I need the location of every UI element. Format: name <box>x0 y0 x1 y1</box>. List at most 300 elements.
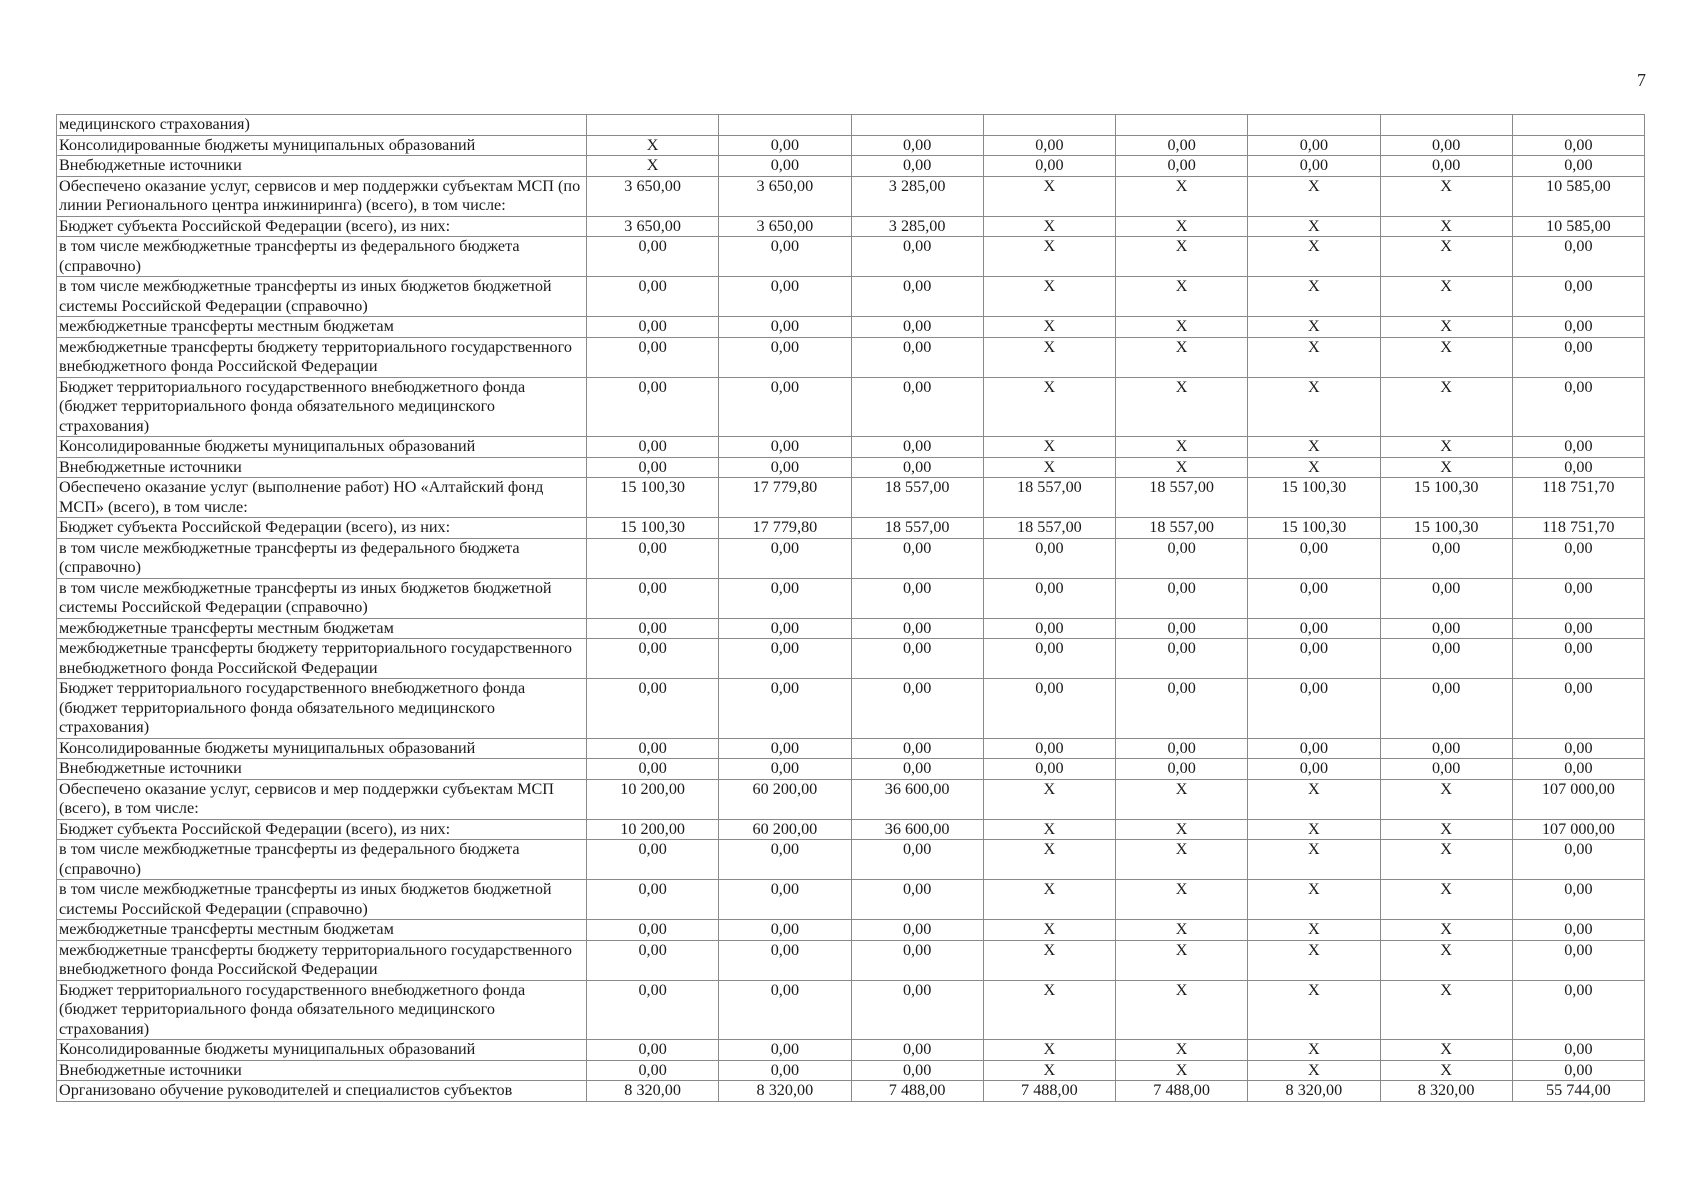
value-cell: 36 600,00 <box>851 779 983 819</box>
value-cell: X <box>1380 840 1512 880</box>
value-cell: 0,00 <box>983 156 1115 177</box>
value-cell: 0,00 <box>1512 317 1644 338</box>
value-cell: 7 488,00 <box>851 1081 983 1102</box>
value-cell: 0,00 <box>1512 457 1644 478</box>
value-cell: 0,00 <box>983 639 1115 679</box>
value-cell: 0,00 <box>719 377 851 437</box>
value-cell: 0,00 <box>587 317 719 338</box>
value-cell: 0,00 <box>851 840 983 880</box>
value-cell: 0,00 <box>983 618 1115 639</box>
value-cell <box>587 115 719 136</box>
value-cell: X <box>983 1040 1115 1061</box>
value-cell: 18 557,00 <box>983 478 1115 518</box>
table-row <box>57 618 1645 639</box>
table-row <box>57 437 1645 458</box>
value-cell: 0,00 <box>1512 135 1644 156</box>
row-label-cell: Внебюджетные источники <box>57 457 587 478</box>
row-label-cell: Внебюджетные источники <box>57 1060 587 1081</box>
value-cell: 10 585,00 <box>1512 216 1644 237</box>
value-cell: 0,00 <box>587 277 719 317</box>
value-cell: 0,00 <box>1248 738 1380 759</box>
table-row <box>57 840 1645 880</box>
value-cell: 0,00 <box>719 738 851 759</box>
row-label-cell: Бюджет субъекта Российской Федерации (всего), из них: <box>57 518 587 539</box>
table-row <box>57 940 1645 980</box>
value-cell: 0,00 <box>851 156 983 177</box>
value-cell: 36 600,00 <box>851 819 983 840</box>
value-cell: X <box>1248 317 1380 338</box>
value-cell: 0,00 <box>1512 578 1644 618</box>
value-cell: 3 650,00 <box>719 216 851 237</box>
value-cell: 10 200,00 <box>587 819 719 840</box>
value-cell: 0,00 <box>587 457 719 478</box>
value-cell: 0,00 <box>719 840 851 880</box>
value-cell: X <box>983 840 1115 880</box>
row-label-cell: Консолидированные бюджеты муниципальных образований <box>57 738 587 759</box>
value-cell: 15 100,30 <box>1248 478 1380 518</box>
value-cell: X <box>1116 277 1248 317</box>
value-cell: 3 650,00 <box>587 216 719 237</box>
value-cell: 0,00 <box>587 920 719 941</box>
value-cell: X <box>1380 980 1512 1040</box>
value-cell: 0,00 <box>1248 578 1380 618</box>
table-row <box>57 135 1645 156</box>
value-cell: 0,00 <box>719 317 851 338</box>
value-cell: 15 100,30 <box>1248 518 1380 539</box>
value-cell: 0,00 <box>1512 1040 1644 1061</box>
table-row <box>57 1040 1645 1061</box>
value-cell: X <box>983 920 1115 941</box>
value-cell: 0,00 <box>1512 377 1644 437</box>
value-cell <box>1512 115 1644 136</box>
value-cell: 0,00 <box>719 337 851 377</box>
value-cell: X <box>1380 377 1512 437</box>
table-row <box>57 1081 1645 1102</box>
table-row <box>57 639 1645 679</box>
value-cell: X <box>1380 216 1512 237</box>
value-cell: 0,00 <box>587 738 719 759</box>
value-cell: 0,00 <box>983 135 1115 156</box>
value-cell: 15 100,30 <box>587 518 719 539</box>
value-cell: 0,00 <box>719 437 851 458</box>
value-cell: X <box>1248 437 1380 458</box>
value-cell: 3 285,00 <box>851 216 983 237</box>
value-cell: 0,00 <box>1380 679 1512 739</box>
value-cell: 0,00 <box>719 578 851 618</box>
value-cell: 0,00 <box>851 920 983 941</box>
value-cell: 0,00 <box>587 639 719 679</box>
row-label-cell: Внебюджетные источники <box>57 156 587 177</box>
page-number: 7 <box>1637 70 1646 90</box>
row-label-cell: Обеспечено оказание услуг, сервисов и мер поддержки субъектам МСП (всего), в том числе: <box>57 779 587 819</box>
table-row <box>57 759 1645 780</box>
row-label-cell: Бюджет территориального государственного внебюджетного фонда (бюджет территориального фонда обязательного медицинского страхования) <box>57 377 587 437</box>
value-cell: 0,00 <box>1116 578 1248 618</box>
table-row <box>57 237 1645 277</box>
row-label-cell: в том числе межбюджетные трансферты из федерального бюджета (справочно) <box>57 840 587 880</box>
value-cell: X <box>1248 176 1380 216</box>
value-cell: 0,00 <box>719 156 851 177</box>
value-cell: X <box>1248 940 1380 980</box>
value-cell: X <box>983 819 1115 840</box>
value-cell: 0,00 <box>719 618 851 639</box>
value-cell: 3 650,00 <box>719 176 851 216</box>
value-cell: 0,00 <box>1512 940 1644 980</box>
value-cell: 0,00 <box>1512 679 1644 739</box>
value-cell: 0,00 <box>1248 156 1380 177</box>
value-cell: 107 000,00 <box>1512 779 1644 819</box>
value-cell: 0,00 <box>1512 277 1644 317</box>
value-cell: 0,00 <box>587 337 719 377</box>
value-cell: 8 320,00 <box>1248 1081 1380 1102</box>
value-cell: 0,00 <box>1512 538 1644 578</box>
value-cell: 0,00 <box>587 940 719 980</box>
value-cell: X <box>1116 980 1248 1040</box>
value-cell: X <box>1248 920 1380 941</box>
table-row <box>57 216 1645 237</box>
table-row <box>57 115 1645 136</box>
table-row <box>57 819 1645 840</box>
value-cell: 0,00 <box>719 880 851 920</box>
value-cell: 0,00 <box>851 980 983 1040</box>
value-cell: 0,00 <box>1512 639 1644 679</box>
value-cell: X <box>1248 880 1380 920</box>
value-cell: X <box>983 277 1115 317</box>
value-cell: 0,00 <box>851 337 983 377</box>
value-cell: X <box>1116 920 1248 941</box>
value-cell <box>1380 115 1512 136</box>
value-cell: 0,00 <box>719 980 851 1040</box>
row-label-cell: Организовано обучение руководителей и специалистов субъектов <box>57 1081 587 1102</box>
value-cell <box>851 115 983 136</box>
value-cell: 0,00 <box>1116 639 1248 679</box>
row-label-cell: межбюджетные трансферты местным бюджетам <box>57 618 587 639</box>
value-cell: X <box>1380 819 1512 840</box>
value-cell: X <box>1380 437 1512 458</box>
value-cell: 0,00 <box>1116 156 1248 177</box>
value-cell: 3 285,00 <box>851 176 983 216</box>
value-cell: 0,00 <box>587 1040 719 1061</box>
value-cell: X <box>1380 237 1512 277</box>
value-cell: 0,00 <box>1116 759 1248 780</box>
value-cell: X <box>983 1060 1115 1081</box>
value-cell: 0,00 <box>983 679 1115 739</box>
value-cell: 0,00 <box>1512 759 1644 780</box>
value-cell <box>983 115 1115 136</box>
value-cell: 18 557,00 <box>851 518 983 539</box>
row-label-cell: в том числе межбюджетные трансферты из иных бюджетов бюджетной системы Российской Федерации (справочно) <box>57 880 587 920</box>
value-cell: 0,00 <box>983 538 1115 578</box>
value-cell: X <box>1116 880 1248 920</box>
value-cell: 0,00 <box>1380 538 1512 578</box>
value-cell: 0,00 <box>587 538 719 578</box>
value-cell: 0,00 <box>1248 759 1380 780</box>
value-cell: 0,00 <box>719 277 851 317</box>
value-cell: 0,00 <box>983 738 1115 759</box>
value-cell: X <box>983 237 1115 277</box>
value-cell: X <box>1248 1040 1380 1061</box>
value-cell: 0,00 <box>1116 738 1248 759</box>
table-row <box>57 980 1645 1040</box>
value-cell: X <box>1116 1060 1248 1081</box>
value-cell: 8 320,00 <box>719 1081 851 1102</box>
table-row <box>57 920 1645 941</box>
row-label-cell: Бюджет субъекта Российской Федерации (всего), из них: <box>57 216 587 237</box>
row-label-cell: Консолидированные бюджеты муниципальных образований <box>57 437 587 458</box>
table-row <box>57 377 1645 437</box>
value-cell: 8 320,00 <box>587 1081 719 1102</box>
value-cell: 0,00 <box>1380 578 1512 618</box>
value-cell: X <box>1248 1060 1380 1081</box>
value-cell: X <box>1248 216 1380 237</box>
value-cell: 0,00 <box>851 759 983 780</box>
value-cell: 0,00 <box>1116 618 1248 639</box>
row-label-cell: межбюджетные трансферты бюджету территориального государственного внебюджетного фонда Российской Федерации <box>57 940 587 980</box>
value-cell: 10 585,00 <box>1512 176 1644 216</box>
row-label-cell: межбюджетные трансферты местным бюджетам <box>57 920 587 941</box>
value-cell: X <box>1248 819 1380 840</box>
value-cell: 0,00 <box>719 135 851 156</box>
value-cell: X <box>1116 176 1248 216</box>
value-cell: X <box>983 377 1115 437</box>
row-label-cell: межбюджетные трансферты местным бюджетам <box>57 317 587 338</box>
table-row <box>57 518 1645 539</box>
row-label-cell: Обеспечено оказание услуг, сервисов и мер поддержки субъектам МСП (по линии Регионального центра инжиниринга) (всего), в том числе: <box>57 176 587 216</box>
table-row <box>57 317 1645 338</box>
table-row <box>57 176 1645 216</box>
row-label-cell: в том числе межбюджетные трансферты из иных бюджетов бюджетной системы Российской Федерации (справочно) <box>57 578 587 618</box>
value-cell: 0,00 <box>851 1060 983 1081</box>
value-cell: 0,00 <box>1512 880 1644 920</box>
value-cell: X <box>1380 1060 1512 1081</box>
row-label-cell: Бюджет территориального государственного внебюджетного фонда (бюджет территориального фонда обязательного медицинского страхования) <box>57 679 587 739</box>
value-cell: X <box>1116 337 1248 377</box>
value-cell: 15 100,30 <box>587 478 719 518</box>
value-cell: 0,00 <box>719 759 851 780</box>
value-cell: 0,00 <box>1512 437 1644 458</box>
value-cell: X <box>1248 779 1380 819</box>
value-cell: 0,00 <box>851 639 983 679</box>
value-cell: X <box>983 216 1115 237</box>
value-cell: X <box>1116 457 1248 478</box>
value-cell <box>719 115 851 136</box>
value-cell: 0,00 <box>851 237 983 277</box>
value-cell: 0,00 <box>983 578 1115 618</box>
value-cell: X <box>1380 337 1512 377</box>
value-cell: 55 744,00 <box>1512 1081 1644 1102</box>
value-cell: 0,00 <box>587 578 719 618</box>
value-cell: 0,00 <box>851 738 983 759</box>
row-label-cell: медицинского страхования) <box>57 115 587 136</box>
value-cell: 17 779,80 <box>719 478 851 518</box>
value-cell: 8 320,00 <box>1380 1081 1512 1102</box>
value-cell: X <box>983 940 1115 980</box>
value-cell: X <box>1380 277 1512 317</box>
value-cell: 0,00 <box>1116 135 1248 156</box>
value-cell: 3 650,00 <box>587 176 719 216</box>
value-cell: X <box>983 337 1115 377</box>
value-cell: 0,00 <box>1380 639 1512 679</box>
value-cell: X <box>1116 819 1248 840</box>
value-cell: 0,00 <box>1248 639 1380 679</box>
row-label-cell: Внебюджетные источники <box>57 759 587 780</box>
value-cell: 0,00 <box>587 679 719 739</box>
value-cell: X <box>1248 457 1380 478</box>
value-cell: 0,00 <box>1512 1060 1644 1081</box>
value-cell: 18 557,00 <box>1116 518 1248 539</box>
table-row <box>57 880 1645 920</box>
table-row <box>57 337 1645 377</box>
value-cell: 0,00 <box>719 940 851 980</box>
budget-table <box>56 114 1645 1102</box>
row-label-cell: Бюджет территориального государственного внебюджетного фонда (бюджет территориального фонда обязательного медицинского страхования) <box>57 980 587 1040</box>
value-cell: 0,00 <box>851 618 983 639</box>
value-cell: 0,00 <box>851 277 983 317</box>
value-cell: 7 488,00 <box>1116 1081 1248 1102</box>
row-label-cell: Обеспечено оказание услуг (выполнение работ) НО «Алтайский фонд МСП» (всего), в том числе: <box>57 478 587 518</box>
value-cell: X <box>983 880 1115 920</box>
value-cell: 0,00 <box>719 920 851 941</box>
value-cell: 18 557,00 <box>983 518 1115 539</box>
value-cell: X <box>1380 457 1512 478</box>
table-row <box>57 779 1645 819</box>
value-cell: 0,00 <box>851 538 983 578</box>
value-cell: 0,00 <box>851 940 983 980</box>
table-row <box>57 156 1645 177</box>
value-cell: 0,00 <box>719 538 851 578</box>
value-cell: 0,00 <box>587 840 719 880</box>
value-cell: 0,00 <box>719 1060 851 1081</box>
value-cell: 118 751,70 <box>1512 518 1644 539</box>
value-cell: 60 200,00 <box>719 819 851 840</box>
value-cell: 0,00 <box>1248 538 1380 578</box>
value-cell: X <box>1248 840 1380 880</box>
value-cell: X <box>1380 920 1512 941</box>
value-cell: 0,00 <box>1380 759 1512 780</box>
row-label-cell: в том числе межбюджетные трансферты из иных бюджетов бюджетной системы Российской Федерации (справочно) <box>57 277 587 317</box>
value-cell: X <box>1380 317 1512 338</box>
value-cell: 118 751,70 <box>1512 478 1644 518</box>
value-cell: X <box>1248 337 1380 377</box>
value-cell: 107 000,00 <box>1512 819 1644 840</box>
value-cell: X <box>983 779 1115 819</box>
value-cell: X <box>1380 880 1512 920</box>
value-cell: 0,00 <box>851 1040 983 1061</box>
value-cell: X <box>1248 277 1380 317</box>
row-label-cell: в том числе межбюджетные трансферты из федерального бюджета (справочно) <box>57 237 587 277</box>
value-cell: 60 200,00 <box>719 779 851 819</box>
value-cell: X <box>983 457 1115 478</box>
value-cell: 0,00 <box>851 135 983 156</box>
value-cell: 0,00 <box>719 639 851 679</box>
value-cell: X <box>1116 779 1248 819</box>
budget-table-body <box>57 115 1645 1102</box>
value-cell: X <box>587 135 719 156</box>
value-cell: 0,00 <box>1512 337 1644 377</box>
value-cell <box>1116 115 1248 136</box>
value-cell: 0,00 <box>1380 135 1512 156</box>
row-label-cell: Консолидированные бюджеты муниципальных образований <box>57 1040 587 1061</box>
value-cell: 0,00 <box>851 317 983 338</box>
value-cell: 0,00 <box>1380 618 1512 639</box>
value-cell: 0,00 <box>1116 679 1248 739</box>
value-cell: 0,00 <box>1512 618 1644 639</box>
row-label-cell: межбюджетные трансферты бюджету территориального государственного внебюджетного фонда Российской Федерации <box>57 337 587 377</box>
table-row <box>57 538 1645 578</box>
value-cell: X <box>1116 437 1248 458</box>
value-cell: 0,00 <box>587 377 719 437</box>
value-cell: 0,00 <box>719 237 851 277</box>
value-cell: 0,00 <box>587 1060 719 1081</box>
value-cell: X <box>1116 1040 1248 1061</box>
value-cell: 0,00 <box>587 237 719 277</box>
value-cell: X <box>1248 377 1380 437</box>
value-cell: 15 100,30 <box>1380 518 1512 539</box>
value-cell: 0,00 <box>587 437 719 458</box>
value-cell: 0,00 <box>587 980 719 1040</box>
row-label-cell: межбюджетные трансферты бюджету территориального государственного внебюджетного фонда Российской Федерации <box>57 639 587 679</box>
value-cell: X <box>1380 176 1512 216</box>
value-cell: X <box>1248 980 1380 1040</box>
table-row <box>57 578 1645 618</box>
value-cell: 0,00 <box>1512 237 1644 277</box>
value-cell: X <box>1116 237 1248 277</box>
value-cell: 0,00 <box>983 759 1115 780</box>
value-cell: X <box>983 437 1115 458</box>
value-cell: 0,00 <box>1512 920 1644 941</box>
value-cell: 0,00 <box>851 437 983 458</box>
value-cell: 0,00 <box>1512 980 1644 1040</box>
table-row <box>57 738 1645 759</box>
value-cell: X <box>1380 940 1512 980</box>
value-cell: 0,00 <box>851 457 983 478</box>
value-cell: 0,00 <box>1248 135 1380 156</box>
value-cell: X <box>587 156 719 177</box>
value-cell: X <box>1116 317 1248 338</box>
table-row <box>57 1060 1645 1081</box>
value-cell: 0,00 <box>1116 538 1248 578</box>
value-cell: 15 100,30 <box>1380 478 1512 518</box>
value-cell: 18 557,00 <box>851 478 983 518</box>
table-row <box>57 457 1645 478</box>
value-cell: X <box>1116 940 1248 980</box>
value-cell: 0,00 <box>1380 738 1512 759</box>
value-cell: X <box>1248 237 1380 277</box>
value-cell: 10 200,00 <box>587 779 719 819</box>
value-cell <box>1248 115 1380 136</box>
value-cell: 0,00 <box>719 679 851 739</box>
value-cell: 0,00 <box>719 1040 851 1061</box>
value-cell: X <box>1380 779 1512 819</box>
row-label-cell: Консолидированные бюджеты муниципальных образований <box>57 135 587 156</box>
value-cell: 0,00 <box>1248 618 1380 639</box>
value-cell: 0,00 <box>587 759 719 780</box>
value-cell: 0,00 <box>587 880 719 920</box>
value-cell: 0,00 <box>851 679 983 739</box>
value-cell: 0,00 <box>851 578 983 618</box>
value-cell: 0,00 <box>719 457 851 478</box>
value-cell: X <box>983 980 1115 1040</box>
value-cell: 0,00 <box>587 618 719 639</box>
value-cell: 0,00 <box>1512 738 1644 759</box>
value-cell: 0,00 <box>851 880 983 920</box>
value-cell: 0,00 <box>1512 840 1644 880</box>
value-cell: 0,00 <box>851 377 983 437</box>
value-cell: 18 557,00 <box>1116 478 1248 518</box>
row-label-cell: в том числе межбюджетные трансферты из федерального бюджета (справочно) <box>57 538 587 578</box>
value-cell: X <box>1380 1040 1512 1061</box>
value-cell: X <box>1116 216 1248 237</box>
